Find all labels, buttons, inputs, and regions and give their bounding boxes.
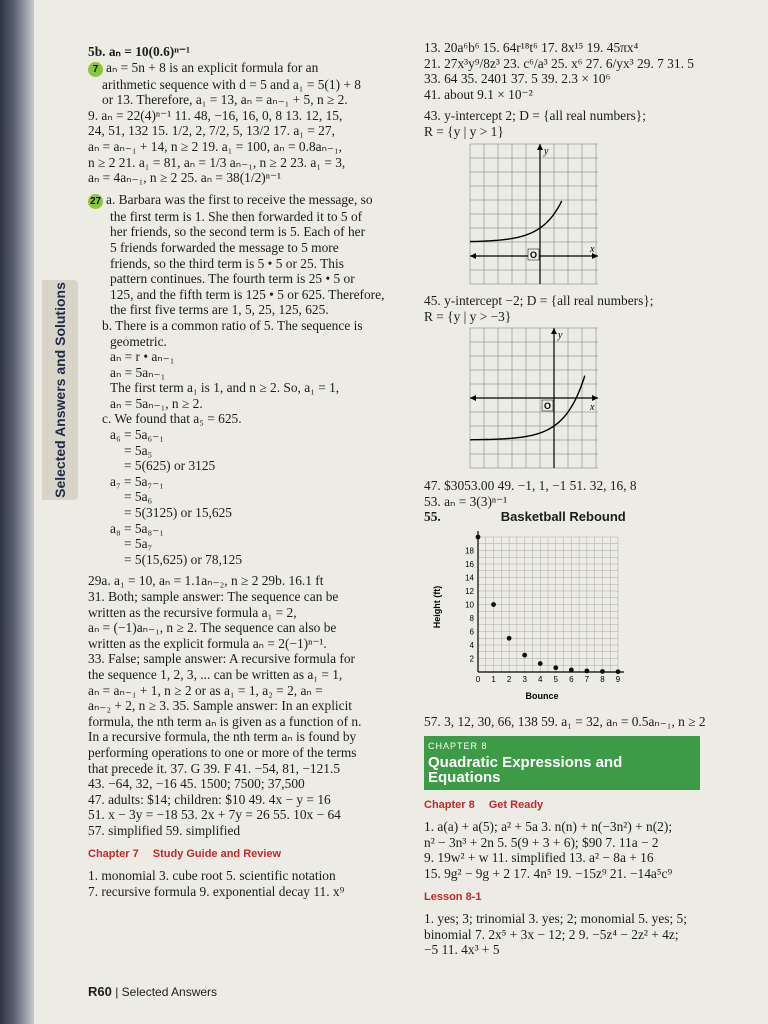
answer-line: geometric. [110,333,167,349]
answer-line: that precede it. 37. G 39. F 41. −54, 81, −121.5 [88,760,341,776]
answer-line: written as the recursive formula a₁ = 2, [88,604,297,620]
chapter-title: Quadratic Expressions and Equations [428,753,623,787]
answer-line: 9. aₙ = 22(4)ⁿ⁻¹ 11. 48, −16, 16, 0, 8 13. 12, 15, [88,107,343,123]
answer-line: her friends, so the second term is 5. Each of her [110,224,366,240]
x-tick-label: 0 [475,674,481,684]
y-tick-label: 10 [465,600,474,610]
x-tick-label: 8 [600,674,605,684]
x-axis-arrow [470,395,476,401]
answer-line: a₇ = 5a₇₋₁ [110,473,164,489]
answer-line: aₙ = (−1)aₙ₋₁, n ≥ 2. The sequence can also be [88,620,337,636]
y-axis-arrow [537,144,543,150]
x-axis-label: x [590,402,595,414]
answer-line: 43. −64, 32, −16 45. 1500; 7500; 37,500 [88,776,305,792]
answer-line: performing operations to one or more of the terms [88,744,357,760]
chart-title: Basketball Rebound [500,509,626,525]
answer-line: 7. recursive formula 9. exponential decay 11. x⁹ [88,883,345,899]
footer-title: Selected Answers [121,985,218,999]
get-ready-title: Get Ready [488,798,544,811]
x-tick-label: 5 [553,674,559,684]
answer-55-label: 55. [424,509,441,525]
answer-line: 47. adults: $14; children: $10 49. 4x − y = 16 [88,791,331,807]
answer-line: In a recursive formula, the nth term aₙ is found by [88,729,357,745]
x-tick-label: 9 [615,674,621,684]
chapter-banner [424,736,700,790]
get-ready-chapter: Chapter 8 [424,798,475,811]
left-column [88,44,400,899]
study-guide-title: Study Guide and Review [152,847,282,860]
answer-line: 1. monomial 3. cube root 5. scientific notation [88,868,336,884]
data-point [569,667,574,672]
x-tick-label: 4 [537,674,543,684]
answer-line: = 5a₆ [124,489,153,505]
answer-line: 13. 20a⁶b⁶ 15. 64r¹⁸t⁶ 17. 8x¹⁵ 19. 45πx⁴ [424,40,639,55]
answer-line: or 13. Therefore, a₁ = 13, aₙ = aₙ₋₁ + 5, n ≥ 2. [102,92,348,108]
answer-line: aₙ = 5aₙ₋₁ [110,364,166,380]
exercise-circle-7: 7 [88,62,103,77]
answer-27a-line [88,192,400,209]
y-tick-label: 12 [465,586,474,596]
answer-line: = 5(625) or 3125 [124,458,216,474]
data-point [476,534,481,539]
side-tab [42,280,78,500]
data-point [522,652,527,657]
answer-line: 33. False; sample answer: A recursive formula for [88,651,355,667]
answer-line: = 5a₅ [124,442,153,458]
answer-line: 15. 9g² − 9g + 2 17. 4n⁵ 19. −15z⁹ 21. −14a⁵c⁹ [424,866,673,882]
answer-line: aₙ = 5aₙ₋₁, n ≥ 2. [110,395,203,411]
answer-line: 41. about 9.1 × 10⁻² [424,86,533,102]
right-column [424,40,742,958]
answer-line: 51. x − 3y = −18 53. 2x + 7y = 26 55. 10x − 64 [88,807,341,823]
data-point [616,669,621,674]
origin-label: O [544,401,552,412]
side-tab-label: Selected Answers and Solutions [52,282,68,498]
study-guide-chapter: Chapter 7 [88,847,139,860]
exercise-circle-27: 27 [89,195,102,207]
answer-line: the first term is 1. She then forwarded it to 5 of [110,208,363,224]
answer-43-range: R = {y | y > 1} [424,123,504,139]
answer-line: formula, the nth term aₙ is given as a function of n. [88,713,362,729]
y-tick-label: 6 [469,627,474,637]
answer-line: 125, and the fifth term is 125 • 5 or 625. Therefore, [110,286,385,302]
answer-line: the first five terms are 1, 5, 25, 125, 625. [110,302,329,318]
answer-7-text: aₙ = 5n + 8 is an explicit formula for an [106,59,319,75]
answer-line: a₆ = 5a₆₋₁ [110,427,164,443]
answer-line: 47. $3053.00 49. −1, 1, −1 51. 32, 16, 8 [424,477,637,493]
answer-55-header [424,509,742,525]
graph-43 [470,144,598,284]
y-tick-label: 18 [465,546,474,556]
y-tick-label: 14 [465,573,474,583]
answer-27a-text: a. Barbara was the first to receive the message, so [106,191,373,207]
answer-line: 53. aₙ = 3(3)ⁿ⁻¹ [424,493,508,509]
data-point [491,602,496,607]
answer-line: 24, 51, 132 15. 1/2, 2, 7/2, 5, 13/2 17. a₁ = 27, [88,123,335,139]
y-axis-arrow [551,328,557,334]
answer-line: 57. 3, 12, 30, 66, 138 59. a₁ = 32, aₙ = 0.5aₙ₋₁, n ≥ 2 [424,714,706,730]
answer-line: 57. simplified 59. simplified [88,822,241,838]
y-tick-label: 16 [465,559,474,569]
answer-line: −5 11. 4x³ + 5 [424,942,500,958]
answer-line: aₙ = aₙ₋₁ + 14, n ≥ 2 19. a₁ = 100, aₙ = 0.8aₙ₋₁, [88,138,343,154]
answer-line: 9. 19w² + w 11. simplified 13. a² − 8a + 16 [424,850,654,866]
graph-45 [470,328,598,468]
answer-5b: 5b. aₙ = 10(0.6)ⁿ⁻¹ [88,44,190,59]
answer-line: 1. a(a) + a(5); a² + 5a 3. n(n) + n(−3n²) + n(2); [424,819,673,835]
y-axis-label: y [544,145,549,157]
answer-line: 1. yes; 3; trinomial 3. yes; 2; monomial 5. yes; 5; [424,911,687,927]
x-tick-label: 3 [522,674,527,684]
data-point [538,661,543,666]
x-axis-label: x [590,243,595,255]
get-ready-heading [424,798,742,814]
answer-line: aₙ = aₙ₋₁ + 1, n ≥ 2 or as a₁ = 1, a₂ = 2, aₙ = [88,682,323,698]
x-tick-label: 7 [584,674,590,684]
answer-45-range: R = {y | y > −3} [424,308,512,324]
chapter-label: CHAPTER 8 [428,740,488,751]
answer-line: 33. 64 35. 2401 37. 5 39. 2.3 × 10⁶ [424,71,611,87]
y-axis-label: Height (ft) [432,585,442,628]
x-tick-label: 1 [491,674,496,684]
answer-line: 31. Both; sample answer: The sequence can be [88,589,339,604]
answer-line: The first term a₁ is 1, and n ≥ 2. So, a₁ = 1, [110,380,340,396]
x-tick-label: 6 [569,674,574,684]
answer-line: friends, so the third term is 5 • 5 or 25. This [110,255,344,271]
answer-line: = 5a₇ [124,536,153,552]
answer-line: the sequence 1, 2, 3, ... can be written as a₁ = 1, [88,666,343,682]
x-axis-label: Bounce [525,690,559,701]
y-tick-label: 2 [469,654,474,664]
data-point [600,669,605,674]
answer-line: n² − 3n³ + 2n 5. 5(9 + 3 + 6); $90 7. 11a − 2 [424,834,659,850]
answer-line: 29a. a₁ = 10, aₙ = 1.1aₙ₋₂, n ≥ 2 29b. 16.1 ft [88,573,324,589]
answer-line: binomial 7. 2x⁵ + 3x − 12; 2 9. −5z⁴ − 2z² + 4z; [424,926,679,942]
x-tick-label: 2 [506,674,512,684]
answer-27b: b. There is a common ratio of 5. The sequence is [102,317,363,333]
answer-27c: c. We found that a₅ = 625. [102,411,242,427]
x-axis-arrow [592,395,598,401]
lesson-heading: Lesson 8-1 [424,890,482,903]
data-point [553,665,558,670]
book-spine-edge [0,0,34,1024]
y-tick-label: 4 [469,640,474,650]
data-point [584,668,589,673]
answer-45: 45. y-intercept −2; D = {all real numbers}; [424,293,654,309]
x-axis-arrow [470,253,476,259]
y-axis-label: y [558,330,563,342]
page-footer [88,984,217,999]
data-point [507,636,512,641]
answer-line: = 5(15,625) or 78,125 [124,551,243,567]
exponential-curve [470,376,585,440]
rebound-chart [434,527,634,707]
answer-line: pattern continues. The fourth term is 25 • 5 or [110,271,355,287]
answer-line: aₙ = r • aₙ₋₁ [110,349,175,365]
answer-line: arithmetic sequence with d = 5 and a₁ = 5(1) + 8 [102,76,361,92]
footer-separator: | [115,985,119,999]
origin-label: O [530,249,538,260]
answer-line: 21. 27x³y⁹/8z³ 23. c⁶/a³ 25. x⁶ 27. 6/yx³ 29. 7 31. 5 [424,55,694,71]
answer-line: n ≥ 2 21. a₁ = 81, aₙ = 1/3 aₙ₋₁, n ≥ 2 23. a₁ = 3, [88,154,346,170]
answer-line: written as the explicit formula aₙ = 2(−1)ⁿ⁻¹. [88,635,327,651]
page-number: R60 [88,984,112,999]
answer-line: = 5(3125) or 15,625 [124,505,232,521]
y-tick-label: 8 [469,613,474,623]
answer-7-line [88,60,400,77]
answer-line: a₈ = 5a₈₋₁ [110,520,164,536]
answer-43: 43. y-intercept 2; D = {all real numbers}; [424,108,646,124]
answer-line: aₙ₋₂ + 2, n ≥ 3. 35. Sample answer: In an explicit [88,698,353,714]
answer-line: 5 friends forwarded the message to 5 more [110,239,339,255]
answer-line: aₙ = 4aₙ₋₁, n ≥ 2 25. aₙ = 38(1/2)ⁿ⁻¹ [88,170,282,186]
study-guide-heading [88,847,400,863]
